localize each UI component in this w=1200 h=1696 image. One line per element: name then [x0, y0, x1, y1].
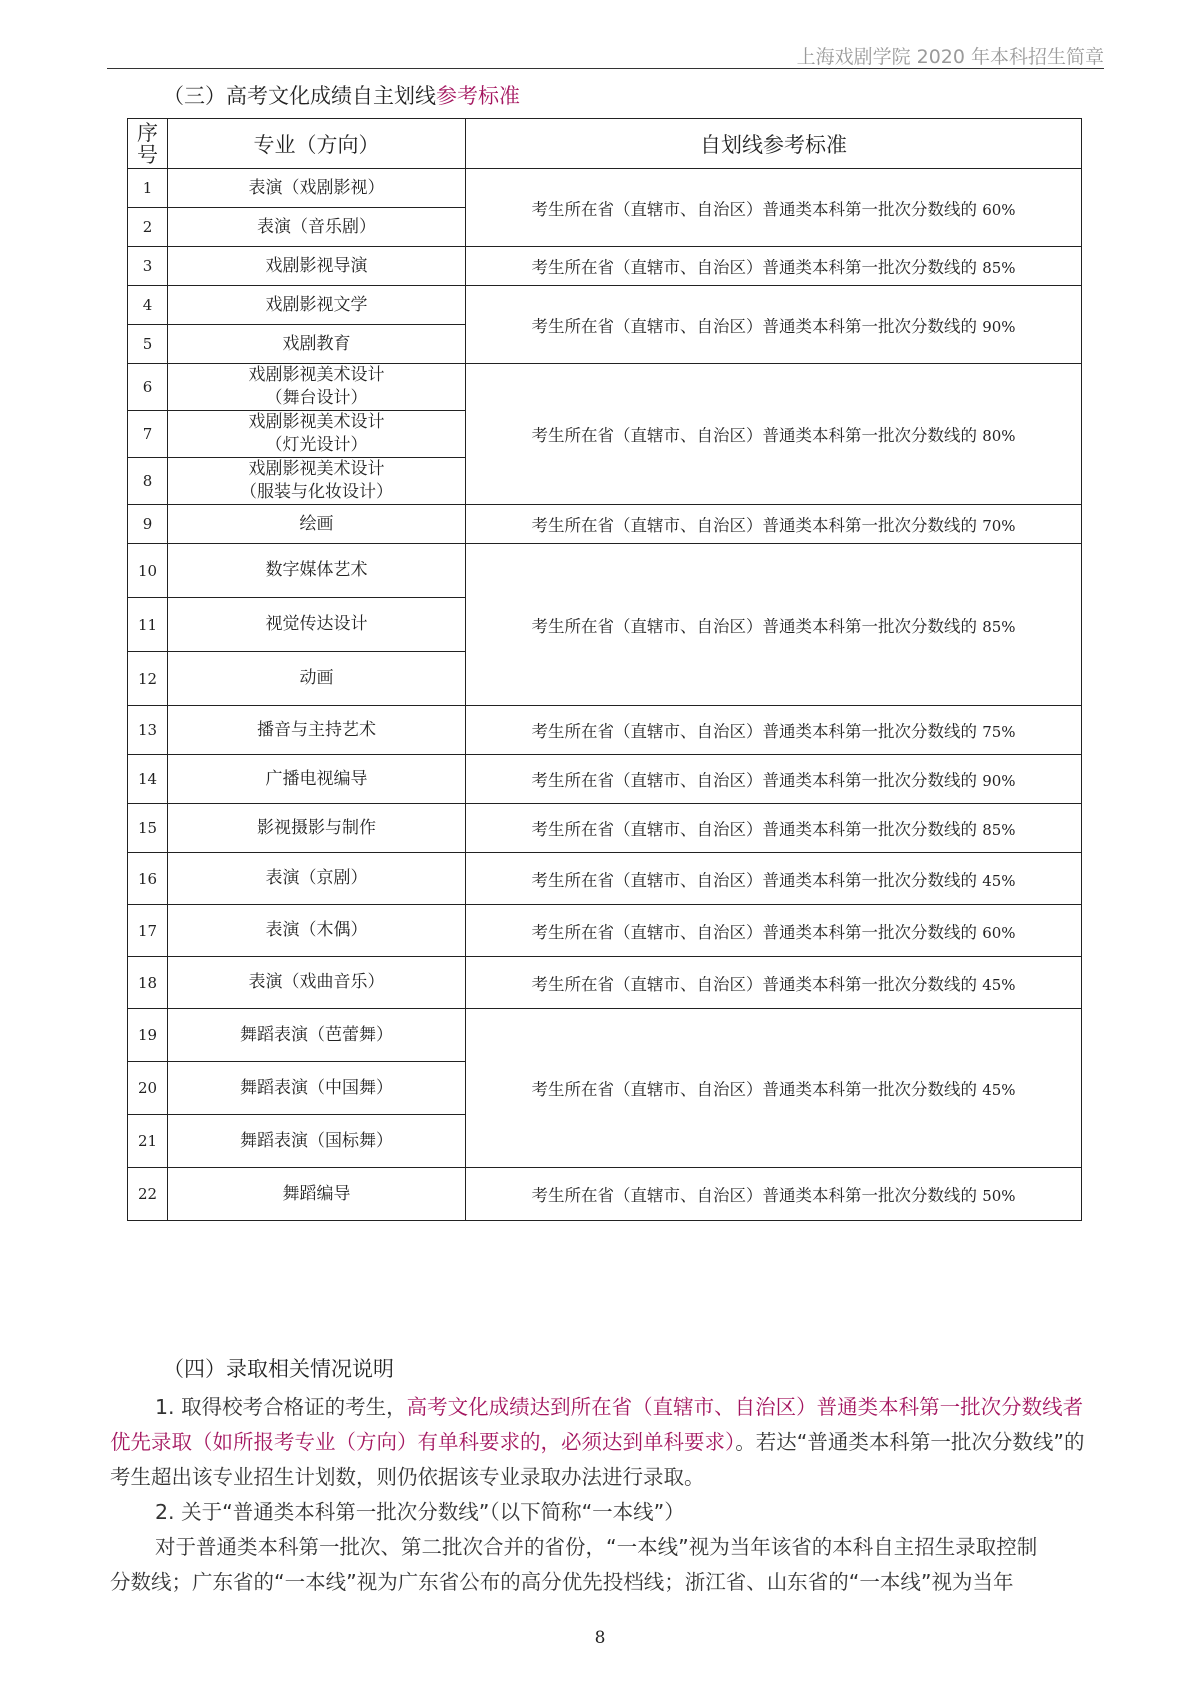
row-standard	[466, 544, 1082, 706]
p3-line-2: 分数线；广东省的“一本线”视为广东省公布的高分优先投档线；浙江省、山东省的“一本线”视为当年	[110, 1570, 1014, 1594]
standard-percent: 85%	[982, 617, 1016, 636]
table-row	[128, 364, 1082, 411]
row-number: 8	[128, 458, 168, 505]
standard-percent: 60%	[982, 923, 1016, 942]
row-major	[168, 364, 466, 411]
row-number: 12	[128, 652, 168, 706]
row-number: 6	[128, 364, 168, 411]
row-major: 数字媒体艺术	[168, 544, 466, 598]
p1-text-b: 。若达“普通类本科第一批次分	[735, 1430, 1013, 1454]
row-number: 17	[128, 905, 168, 957]
row-major: 舞蹈表演（国标舞）	[168, 1115, 466, 1168]
standard-percent: 45%	[982, 871, 1016, 890]
table-row	[128, 755, 1082, 804]
row-standard	[466, 1168, 1082, 1221]
row-major: 影视摄影与制作	[168, 804, 466, 853]
running-header: 上海戏剧学院 2020 年本科招生简章	[796, 46, 1104, 68]
row-major: 动画	[168, 652, 466, 706]
table-row	[128, 905, 1082, 957]
row-number: 18	[128, 957, 168, 1009]
standard-text: 考生所在省（直辖市、自治区）普通类本科第一批次分数线的	[531, 974, 977, 994]
major-line-1: 戏剧影视美术设计	[248, 365, 385, 385]
row-standard	[466, 286, 1082, 364]
row-major: 表演（京剧）	[168, 853, 466, 905]
standard-text: 考生所在省（直辖市、自治区）普通类本科第一批次分数线的	[531, 722, 977, 741]
paragraph-1	[110, 1390, 1100, 1495]
row-major: 表演（戏曲音乐）	[168, 957, 466, 1009]
standard-text: 考生所在省（直辖市、自治区）普通类本科第一批次分数线的	[531, 199, 977, 219]
table-row	[128, 853, 1082, 905]
cutoff-standards-table	[127, 118, 1082, 1221]
major-line-1: 戏剧影视美术设计	[248, 459, 385, 479]
table-row	[128, 1168, 1082, 1221]
table-row	[128, 804, 1082, 853]
row-major: 舞蹈表演（芭蕾舞）	[168, 1009, 466, 1062]
standard-text: 考生所在省（直辖市、自治区）普通类本科第一批次分数线的	[531, 1186, 977, 1205]
major-line-2: （灯光设计）	[265, 435, 368, 455]
row-major: 戏剧影视文学	[168, 286, 466, 325]
section-3-title-text: （三）高考文化成绩自主划线	[163, 84, 436, 108]
major-line-1: 戏剧影视美术设计	[248, 412, 385, 432]
standard-percent: 70%	[982, 517, 1016, 535]
standard-text: 考生所在省（直辖市、自治区）普通类本科第一批次分数线的	[531, 771, 977, 790]
standard-text: 考生所在省（直辖市、自治区）普通类本科第一批次分数线的	[531, 426, 977, 445]
table-header-row	[128, 119, 1082, 169]
row-major: 戏剧影视导演	[168, 247, 466, 286]
row-number: 19	[128, 1009, 168, 1062]
row-major: 表演（音乐剧）	[168, 208, 466, 247]
table-row	[128, 1009, 1082, 1062]
standard-percent: 90%	[982, 772, 1016, 790]
row-number: 7	[128, 411, 168, 458]
row-standard	[466, 804, 1082, 853]
p3-line-1: 对于普通类本科第一批次、第二批次合并的省份，“一本线”视为当年该省的本科自主招生录取控制	[155, 1535, 1038, 1559]
standard-percent: 45%	[982, 975, 1016, 994]
table-row	[128, 247, 1082, 286]
row-number: 9	[128, 505, 168, 544]
standard-text: 考生所在省（直辖市、自治区）普通类本科第一批次分数线的	[531, 258, 977, 277]
row-major: 广播电视编导	[168, 755, 466, 804]
section-3-title	[163, 80, 520, 110]
standard-text: 考生所在省（直辖市、自治区）普通类本科第一批次分数线的	[531, 870, 977, 890]
section-3-title-highlight: 参考标准	[436, 84, 520, 108]
row-standard	[466, 247, 1082, 286]
row-number: 13	[128, 706, 168, 755]
row-number: 11	[128, 598, 168, 652]
row-standard	[466, 905, 1082, 957]
row-number: 14	[128, 755, 168, 804]
row-major: 播音与主持艺术	[168, 706, 466, 755]
row-major: 表演（戏剧影视）	[168, 169, 466, 208]
table-row	[128, 169, 1082, 208]
row-major	[168, 411, 466, 458]
row-number: 2	[128, 208, 168, 247]
row-standard	[466, 853, 1082, 905]
standard-percent: 85%	[982, 259, 1016, 277]
row-major: 戏剧教育	[168, 325, 466, 364]
standard-percent: 75%	[982, 723, 1016, 741]
row-number: 4	[128, 286, 168, 325]
table-row	[128, 286, 1082, 325]
header-standard: 自划线参考标准	[466, 119, 1082, 169]
row-number: 1	[128, 169, 168, 208]
table-row	[128, 706, 1082, 755]
standard-percent: 85%	[982, 821, 1016, 839]
row-number: 3	[128, 247, 168, 286]
row-number: 10	[128, 544, 168, 598]
paragraph-3	[110, 1530, 1100, 1600]
header-index: 序号	[128, 119, 168, 169]
p1-text-a: 1. 取得校考合格证的考生，	[155, 1395, 407, 1419]
standard-percent: 60%	[982, 200, 1016, 219]
section-4-title: （四）录取相关情况说明	[163, 1357, 394, 1381]
p1-text-c: 数线”的考生超出该专业招生计划数，则仍依据该专业录取办法进行录取。	[110, 1430, 1085, 1489]
major-line-2: （舞台设计）	[265, 388, 368, 408]
row-standard	[466, 364, 1082, 505]
standard-percent: 50%	[982, 1187, 1016, 1205]
p1-highlight-2: 者优先录取（如所报考专业（方向）有单科要求的，必须达到单科要求）	[110, 1395, 1084, 1454]
standard-text: 考生所在省（直辖市、自治区）普通类本科第一批次分数线的	[531, 616, 977, 636]
row-standard	[466, 957, 1082, 1009]
row-number: 22	[128, 1168, 168, 1221]
row-major: 舞蹈编导	[168, 1168, 466, 1221]
page-number: 8	[594, 1628, 606, 1648]
row-major: 表演（木偶）	[168, 905, 466, 957]
row-major: 视觉传达设计	[168, 598, 466, 652]
standard-percent: 45%	[982, 1081, 1016, 1099]
standard-text: 考生所在省（直辖市、自治区）普通类本科第一批次分数线的	[531, 922, 977, 942]
standard-percent: 90%	[982, 317, 1016, 336]
standard-text: 考生所在省（直辖市、自治区）普通类本科第一批次分数线的	[531, 820, 977, 839]
row-number: 5	[128, 325, 168, 364]
row-number: 15	[128, 804, 168, 853]
standard-text: 考生所在省（直辖市、自治区）普通类本科第一批次分数线的	[531, 316, 977, 336]
table-row	[128, 544, 1082, 598]
row-standard	[466, 169, 1082, 247]
table-row	[128, 957, 1082, 1009]
paragraph-2: 2. 关于“普通类本科第一批次分数线”（以下简称“一本线”）	[155, 1500, 685, 1524]
table-row	[128, 505, 1082, 544]
row-major: 舞蹈表演（中国舞）	[168, 1062, 466, 1115]
row-number: 20	[128, 1062, 168, 1115]
row-standard	[466, 706, 1082, 755]
row-major: 绘画	[168, 505, 466, 544]
standard-percent: 80%	[982, 427, 1016, 445]
row-number: 16	[128, 853, 168, 905]
standard-text: 考生所在省（直辖市、自治区）普通类本科第一批次分数线的	[531, 1080, 977, 1099]
header-rule	[107, 68, 1104, 69]
row-number: 21	[128, 1115, 168, 1168]
row-standard	[466, 1009, 1082, 1168]
major-line-2: （服装与化妆设计）	[240, 482, 393, 502]
row-standard	[466, 755, 1082, 804]
row-major	[168, 458, 466, 505]
p1-highlight-1: 高考文化成绩达到所在省（直辖市、自治区）普通类本科第一批次分数线	[406, 1395, 1063, 1419]
standard-text: 考生所在省（直辖市、自治区）普通类本科第一批次分数线的	[531, 516, 977, 535]
header-major: 专业（方向）	[168, 119, 466, 169]
row-standard	[466, 505, 1082, 544]
